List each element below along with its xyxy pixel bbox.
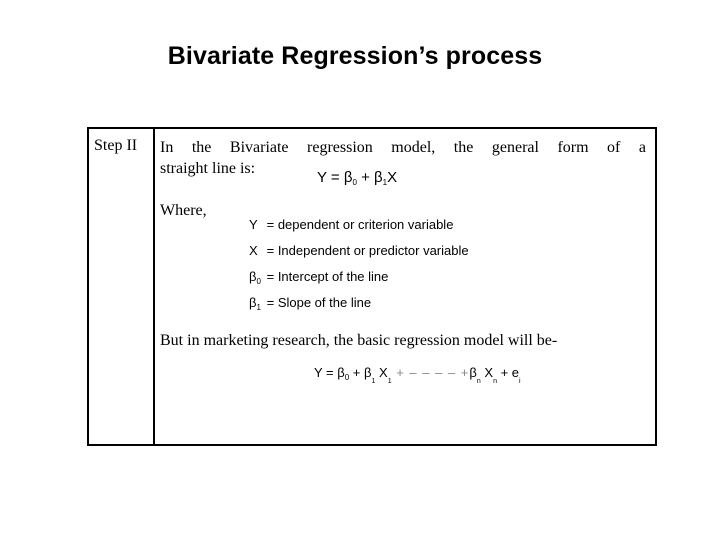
definition-sub: 1 (256, 303, 261, 312)
definition-row (249, 267, 469, 293)
meq-sub-xn: n (493, 378, 497, 385)
where-label: Where, (160, 202, 207, 219)
definition-text: = Slope of the line (263, 295, 372, 310)
eq-sub-0: 0 (352, 178, 357, 187)
intro-text-line-1: In the Bivariate regression model, the general form of a (160, 139, 646, 156)
definition-symbol (249, 267, 263, 292)
meq-x1: X (375, 365, 388, 380)
meq-lhs: Y = β (314, 365, 345, 380)
meq-sub-x1: 1 (387, 378, 392, 385)
step-column (89, 129, 155, 444)
definition-text: = Independent or predictor variable (263, 243, 469, 258)
definition-text: = dependent or criterion variable (263, 217, 454, 232)
meq-beta-n: β (469, 365, 477, 380)
step-table (87, 127, 657, 446)
slide-title: Bivariate Regression’s process (167, 42, 543, 70)
general-equation (317, 169, 397, 187)
eq-x: X (387, 169, 398, 186)
meq-xn: X (480, 365, 494, 380)
meq-dashes: + – – – – + (391, 365, 470, 380)
definition-sub: 0 (256, 277, 261, 286)
eq-y-beta: Y = β (317, 169, 353, 186)
definition-text: = Intercept of the line (263, 269, 389, 284)
marketing-equation (314, 365, 521, 385)
definition-symbol (249, 293, 263, 318)
meq-sub-bn: n (476, 378, 481, 385)
definition-symbol: X (249, 243, 258, 258)
definition-row (249, 241, 469, 267)
eq-plus-beta: + β (356, 169, 383, 186)
meq-plus-e: + e (496, 365, 520, 380)
meq-sub-0: 0 (344, 373, 350, 382)
definition-row (249, 293, 469, 319)
definition-symbol: Y (249, 217, 258, 232)
marketing-text: But in marketing research, the basic regression model will be- (160, 332, 558, 349)
definitions-list (249, 215, 469, 319)
beta-symbol: β (249, 295, 257, 310)
content-column (155, 129, 655, 444)
meq-sub-b1: 1 (371, 378, 376, 385)
step-label: Step II (94, 137, 138, 154)
meq-sub-e: i (519, 378, 521, 385)
eq-sub-1: 1 (382, 178, 388, 187)
intro-text-line-2: straight line is: (160, 160, 256, 177)
beta-symbol: β (249, 269, 257, 284)
meq-plus-beta: + β (349, 365, 372, 380)
definition-row (249, 215, 469, 241)
